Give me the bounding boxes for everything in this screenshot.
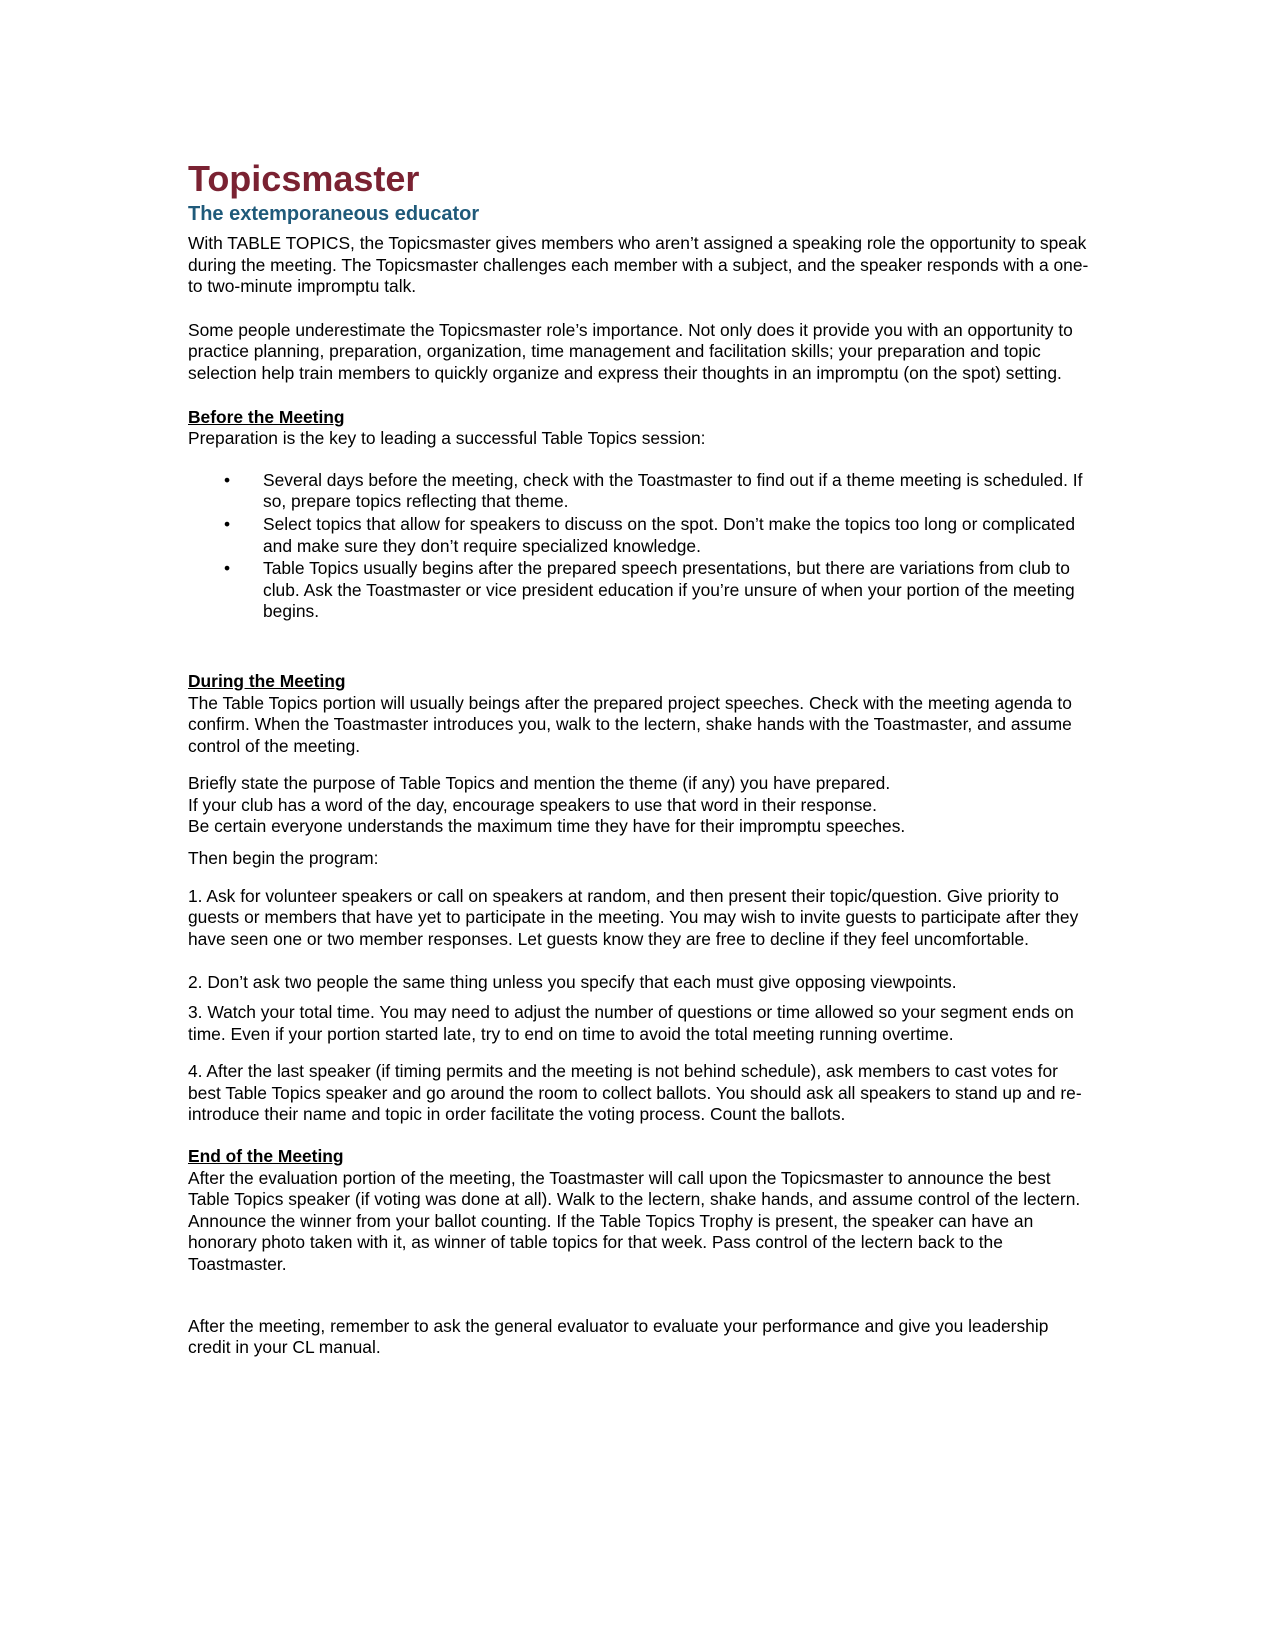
end-meeting-paragraph: After the evaluation portion of the meeting, the Toastmaster will call upon the Topicsmaster to announce the best Table Topics speaker (if voting was done at all). Walk to the lectern, shake hands, and assume control of the lectern. Announce the winner from your ballot counting. If the Table Topics Trophy is present, the speaker can have an honorary photo taken with it, as winner of table topics for that week. Pass control of the lectern back to the Toastmaster. xyxy=(188,1167,1081,1274)
end-meeting-heading: End of the Meeting xyxy=(188,1146,344,1166)
page-subtitle: The extemporaneous educator xyxy=(188,203,480,225)
list-item-text: Table Topics usually begins after the prepared speech presentations, but there are variations from club to club. Ask the Toastmaster or vice president education if you’re unsure of when your portion of the meeting begins. xyxy=(263,558,1075,622)
during-meeting-line-1: Briefly state the purpose of Table Topics and mention the theme (if any) you have prepared. xyxy=(188,773,891,794)
list-item xyxy=(188,470,1093,513)
document-page xyxy=(188,160,1093,1359)
before-meeting-lead: Preparation is the key to leading a successful Table Topics session: xyxy=(188,428,706,449)
program-step-3: 3. Watch your total time. You may need to adjust the number of questions or time allowed so your segment ends on time. Even if your portion started late, try to end on time to avoid the total meeting running overtime. xyxy=(188,1002,1074,1044)
list-item-text: Several days before the meeting, check with the Toastmaster to find out if a theme meeting is scheduled. If so, prepare topics reflecting that theme. xyxy=(263,469,1083,512)
during-meeting-paragraph: The Table Topics portion will usually beings after the prepared project speeches. Check with the meeting agenda to confirm. When the Toastmaster introduces you, walk to the lectern, shake hands with the Toastmaster, and assume control of the meeting. xyxy=(188,692,1072,756)
during-meeting-line-3: Be certain everyone understands the maximum time they have for their impromptu speeches. xyxy=(188,816,906,837)
before-meeting-list xyxy=(188,470,1093,623)
program-step-1: 1. Ask for volunteer speakers or call on speakers at random, and then present their topic/question. Give priority to guests or members that have yet to participate in the meeting. You may wish to invite guests to participate after they have seen one or two member responses. Let guests know they are free to decline if they feel uncomfortable. xyxy=(188,885,1079,949)
intro-paragraph-1: With TABLE TOPICS, the Topicsmaster gives members who aren’t assigned a speaking role the opportunity to speak during the meeting. The Topicsmaster challenges each member with a subject, and the speaker responds with a one- to two-minute impromptu talk. xyxy=(188,233,1089,297)
list-item-text: Select topics that allow for speakers to discuss on the spot. Don’t make the topics too long or complicated and make sure they don’t require specialized knowledge. xyxy=(263,513,1075,556)
before-meeting-heading: Before the Meeting xyxy=(188,406,345,427)
during-meeting-heading: During the Meeting xyxy=(188,670,346,691)
list-item xyxy=(188,558,1093,623)
bullet-icon: • xyxy=(224,513,231,534)
bullet-icon: • xyxy=(224,558,231,579)
list-item xyxy=(188,514,1093,557)
program-step-4: 4. After the last speaker (if timing permits and the meeting is not behind schedule), ask members to cast votes for best Table Topics speaker and go around the room to collect ballots. You should ask all speakers to stand up and re-introduce their name and topic in order facilitate the voting process. Count the ballots. xyxy=(188,1061,1082,1125)
intro-paragraph-2: Some people underestimate the Topicsmaster role’s importance. Not only does it provide you with an opportunity to practice planning, preparation, organization, time management and facilitation skills; your preparation and topic selection help train members to quickly organize and express their thoughts in an impromptu (on the spot) setting. xyxy=(188,319,1073,383)
begin-program-text: Then begin the program: xyxy=(188,848,379,869)
page-title: Topicsmaster xyxy=(188,158,420,199)
closing-paragraph: After the meeting, remember to ask the general evaluator to evaluate your performance and give you leadership credit in your CL manual. xyxy=(188,1315,1049,1358)
bullet-icon: • xyxy=(224,469,231,490)
during-meeting-line-2: If your club has a word of the day, encourage speakers to use that word in their response. xyxy=(188,794,877,815)
program-step-2: 2. Don’t ask two people the same thing unless you specify that each must give opposing viewpoints. xyxy=(188,972,957,993)
